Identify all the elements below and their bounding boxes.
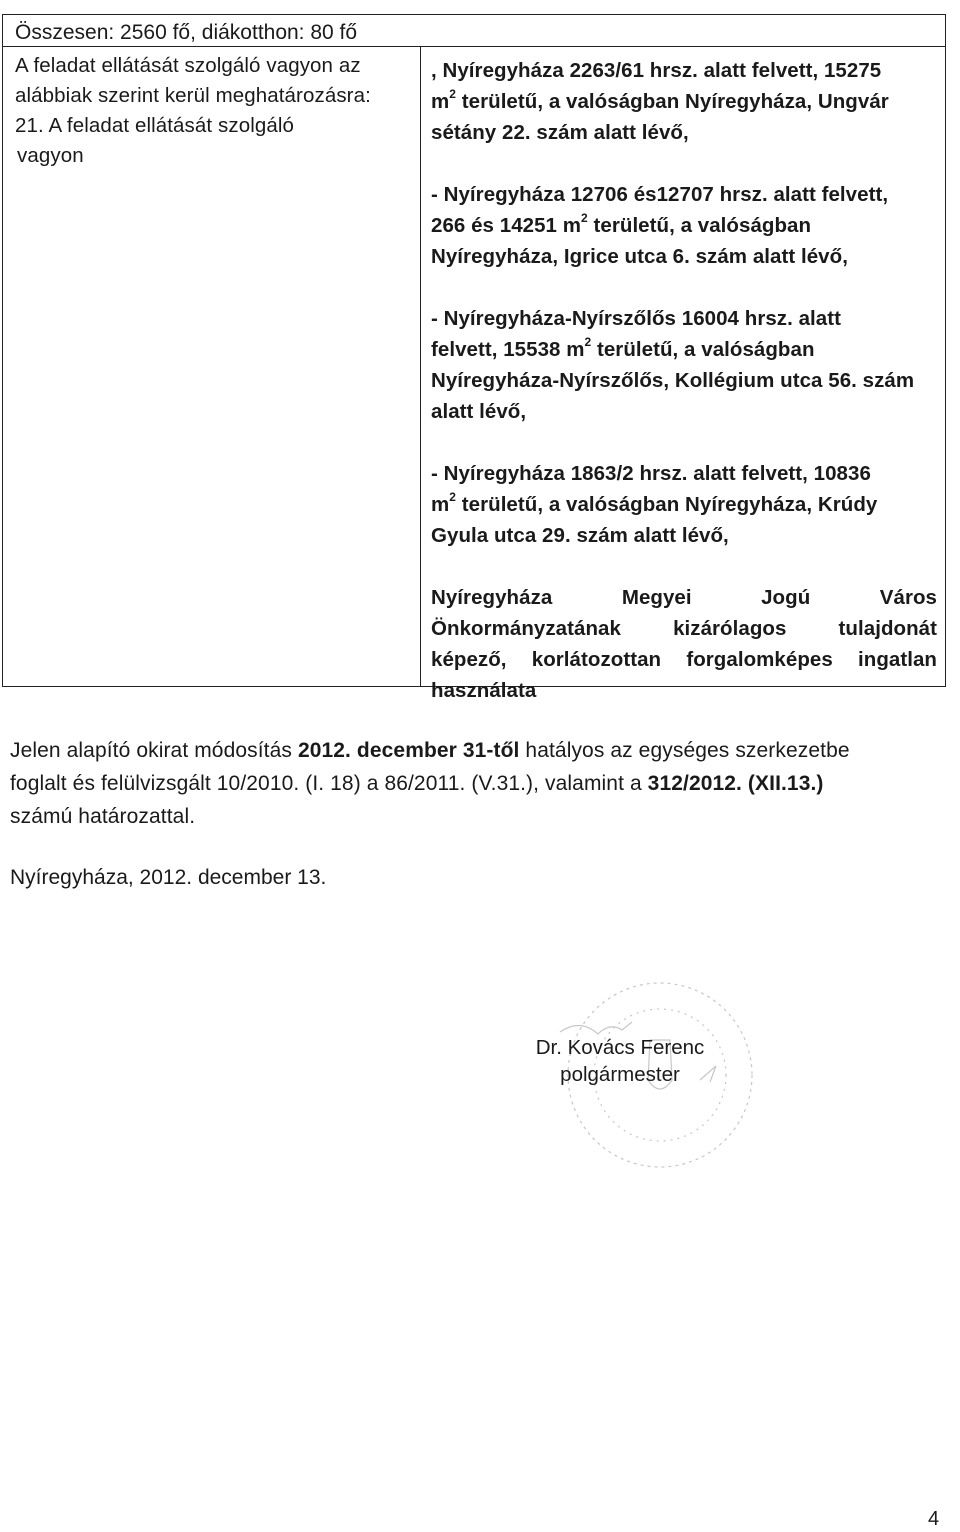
property-usage-text: Nyíregyháza Megyei Jogú Város Önkormányzatának kizárólagos tulajdonát képező, korlátozottan forgalomképes ingatlan használata [431, 586, 937, 702]
place-and-date: Nyíregyháza, 2012. december 13. [10, 866, 327, 889]
asset-label-line: A feladat ellátását szolgáló vagyon az [15, 54, 361, 77]
page-number: 4 [928, 1508, 940, 1530]
signatory-title: polgármester [560, 1063, 680, 1086]
signatory-name: Dr. Kovács Ferenc [535, 1036, 705, 1059]
property-entry-3: - Nyíregyháza-Nyírszőlős 16004 hrsz. alatt felvett, 15538 $m^2$ területű, a valóságban Nyíregyháza-Nyírszőlős, Kollégium utca 56. szám alatt lévő, [431, 307, 915, 423]
asset-description-cell [421, 47, 945, 702]
property-entry-4: - Nyíregyháza 1863/2 hrsz. alatt felvett, 10836 $m^2$ területű, a valóságban Nyíregyháza, Krúdy Gyula utca 29. szám alatt lévő, [431, 462, 878, 547]
property-entry-2: - Nyíregyháza 12706 és12707 hrsz. alatt felvett, 266 és 14251 $m^2$ területű, a valóságban Nyíregyháza, Igrice utca 6. szám alatt lévő, [431, 183, 889, 268]
asset-label-line: alábbiak szerint kerül meghatározásra: [15, 84, 371, 107]
property-entry-1: , Nyíregyháza 2263/61 hrsz. alatt felvett, 15275 $m^2$ területű, a valóságban Nyíregyháza, Ungvár sétány 22. szám alatt lévő, [431, 59, 889, 144]
asset-label-line: vagyon [17, 144, 84, 167]
total-row: Összesen: 2560 fő, diákotthon: 80 fő [3, 15, 945, 47]
asset-label-cell [3, 47, 421, 686]
asset-label-line: 21. A feladat ellátását szolgáló [15, 114, 295, 137]
amendment-paragraph: Jelen alapító okirat módosítás 2012. december 31-től hatályos az egységes szerkezetbe foglalt és felülvizsgált 10/2010. (I. 18) a 86/2011. (V.31.), valamint a 312/2012. (XII.13.) számú határozattal. [10, 739, 850, 828]
document-table [2, 14, 946, 702]
asset-row [3, 47, 945, 702]
signature-block [520, 1034, 720, 1088]
